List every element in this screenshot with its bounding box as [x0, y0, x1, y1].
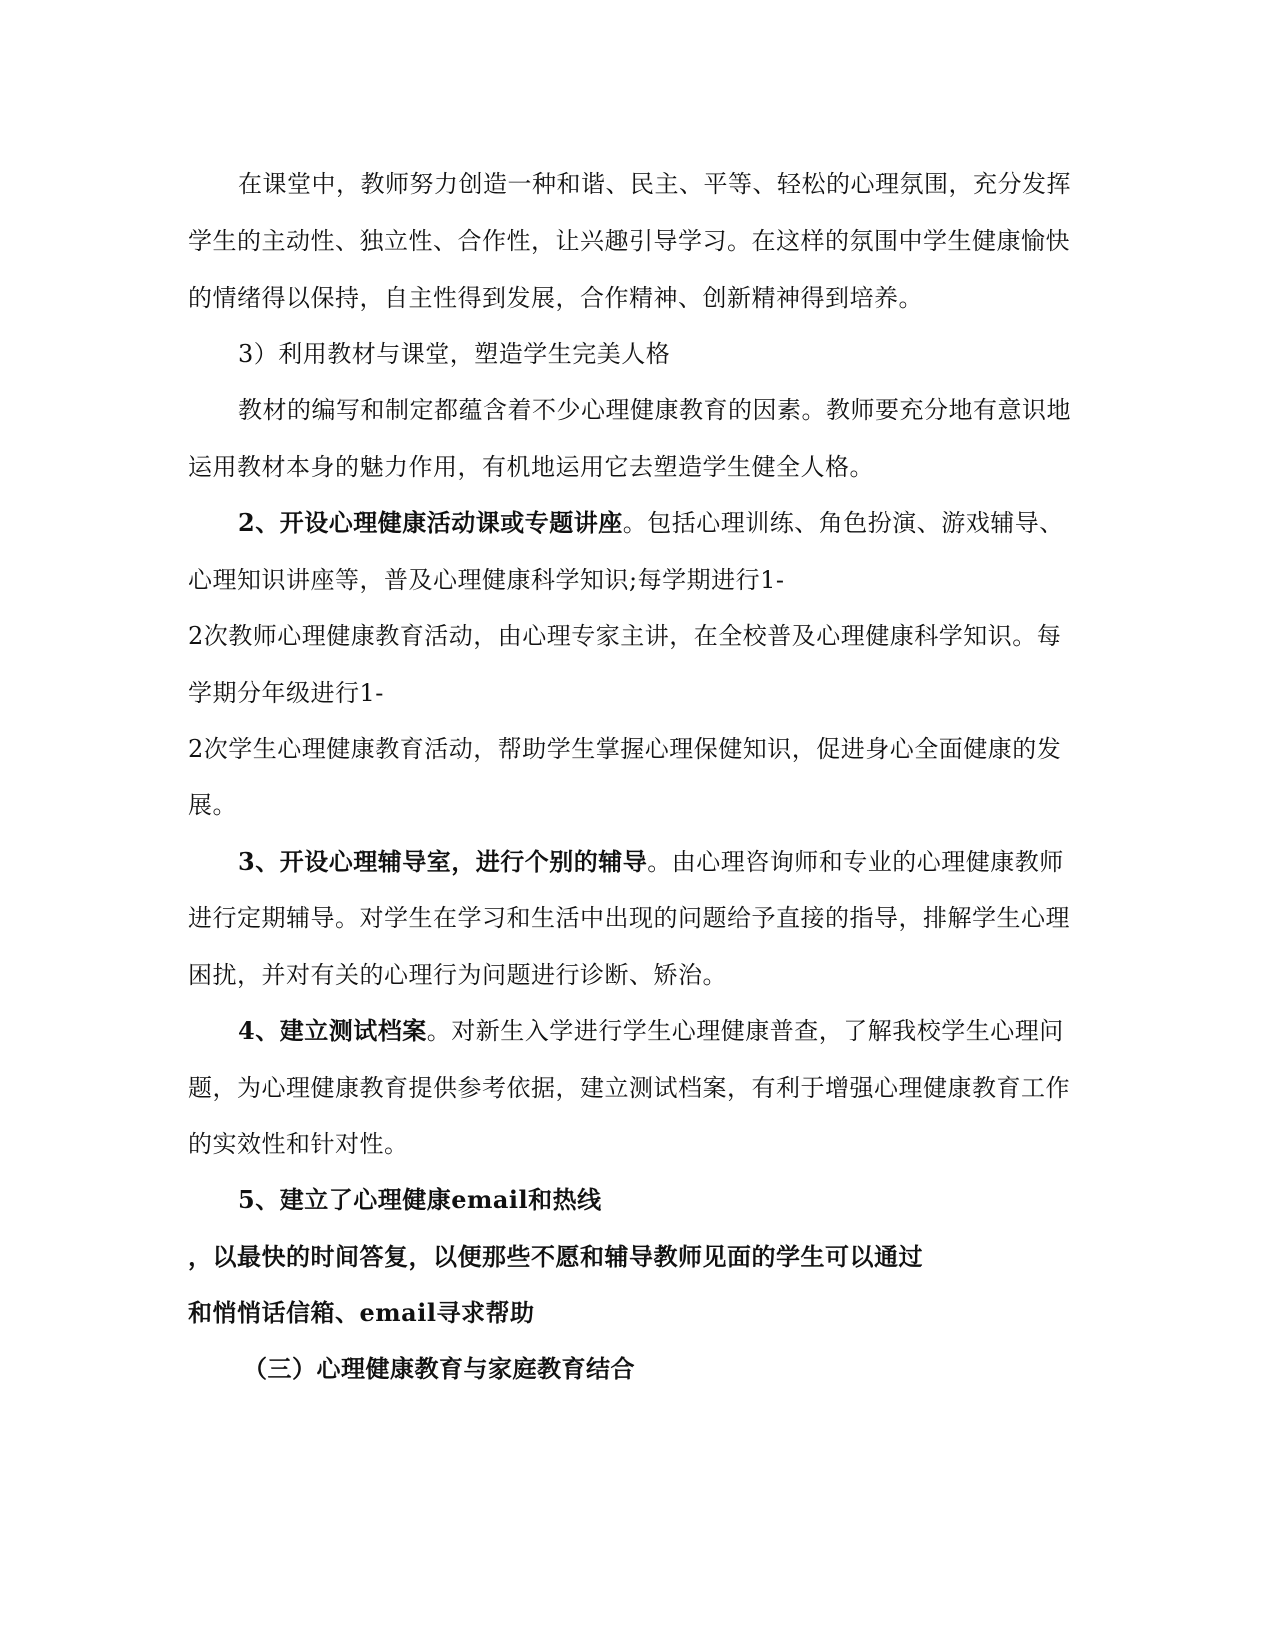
paragraph-line: 题，为心理健康教育提供参考依据，建立测试档案，有利于增强心理健康教育工作: [188, 1074, 1070, 1102]
section-4-line: [238, 1016, 1064, 1046]
section-2-line: [238, 508, 1064, 538]
paragraph-line: 的实效性和针对性。: [188, 1130, 409, 1158]
paragraph-line: 困扰，并对有关的心理行为问题进行诊断、矫治。: [188, 961, 727, 989]
section-2-text: 。包括心理训练、角色扮演、游戏辅导、: [622, 509, 1064, 537]
section-2-heading: 2、开设心理健康活动课或专题讲座: [238, 508, 623, 537]
section-3-heading: 3、开设心理辅导室，进行个别的辅导: [238, 847, 648, 876]
section-3-text: 。由心理咨询师和专业的心理健康教师: [647, 848, 1064, 876]
section-3-line: [238, 847, 1064, 877]
paragraph-line: 展。: [188, 791, 237, 819]
section-4-heading: 4、建立测试档案: [238, 1016, 427, 1045]
paragraph-line: 进行定期辅导。对学生在学习和生活中出现的问题给予直接的指导，排解学生心理: [188, 904, 1070, 932]
paragraph-line: 心理知识讲座等，普及心理健康科学知识;每学期进行1-: [188, 566, 785, 594]
paragraph-line: 学生的主动性、独立性、合作性，让兴趣引导学习。在这样的氛围中学生健康愉快: [188, 227, 1070, 255]
section-5-heading: 5、建立了心理健康email和热线: [238, 1185, 602, 1214]
section-5-text: 和悄悄话信箱、email寻求帮助: [188, 1298, 535, 1327]
section-heading-three: （三）心理健康教育与家庭教育结合: [243, 1354, 635, 1383]
paragraph-line: 的情绪得以保持，自主性得到发展，合作精神、创新精神得到培养。: [188, 284, 923, 312]
section-4-text: 。对新生入学进行学生心理健康普查，了解我校学生心理问: [426, 1017, 1064, 1045]
paragraph-line: 2次教师心理健康教育活动，由心理专家主讲，在全校普及心理健康科学知识。每: [188, 622, 1062, 650]
paragraph-line: 学期分年级进行1-: [188, 679, 384, 707]
section-5-text: ，以最快的时间答复，以便那些不愿和辅导教师见面的学生可以通过: [188, 1242, 923, 1271]
paragraph-line: 2次学生心理健康教育活动，帮助学生掌握心理保健知识，促进身心全面健康的发: [188, 735, 1062, 763]
paragraph-line: 在课堂中，教师努力创造一种和谐、民主、平等、轻松的心理氛围，充分发挥: [238, 170, 1071, 198]
subheading-line: 3）利用教材与课堂，塑造学生完美人格: [238, 340, 671, 368]
paragraph-line: 运用教材本身的魅力作用，有机地运用它去塑造学生健全人格。: [188, 453, 874, 481]
paragraph-line: 教材的编写和制定都蕴含着不少心理健康教育的因素。教师要充分地有意识地: [238, 396, 1071, 424]
